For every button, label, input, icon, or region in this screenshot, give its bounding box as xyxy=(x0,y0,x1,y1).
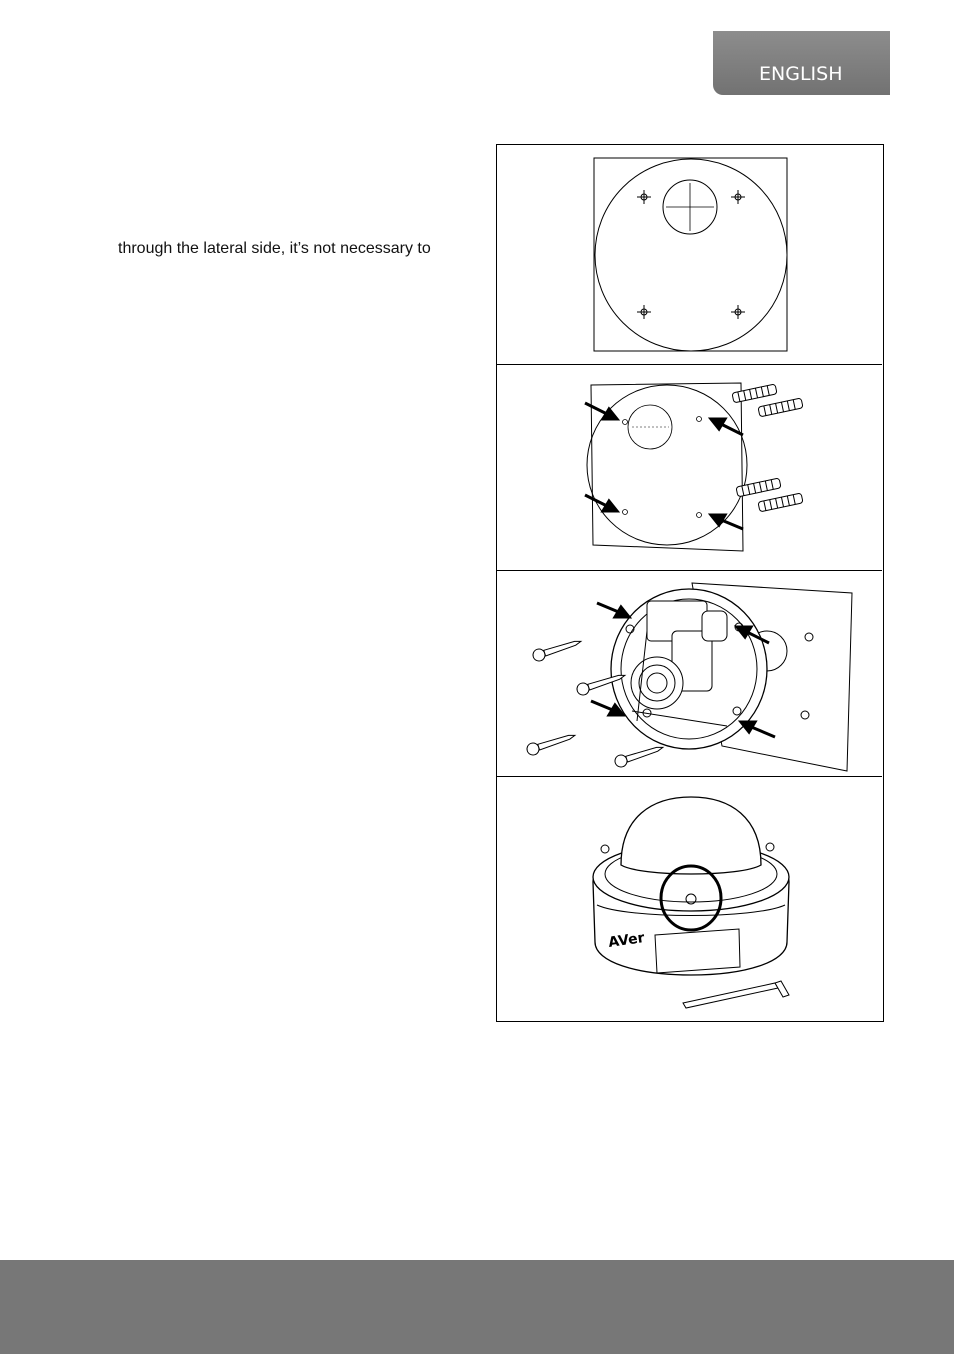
drill-template-panel xyxy=(497,145,882,365)
drill-template-illustration xyxy=(497,145,882,364)
installation-figure xyxy=(496,144,884,1022)
wall-anchors-panel xyxy=(497,365,882,571)
dome-housing-illustration xyxy=(497,777,882,1021)
mounting-screws-panel xyxy=(497,571,882,777)
language-tab xyxy=(713,31,890,95)
dome-housing-panel xyxy=(497,777,882,1021)
dome-logo: AVer xyxy=(607,930,646,951)
instruction-text: through the lateral side, it’s not necessary to xyxy=(118,240,431,257)
wall-anchors-illustration xyxy=(497,365,882,570)
footer-bar xyxy=(0,1260,954,1354)
language-label: ENGLISH xyxy=(759,63,843,85)
mounting-screws-illustration xyxy=(497,571,882,776)
